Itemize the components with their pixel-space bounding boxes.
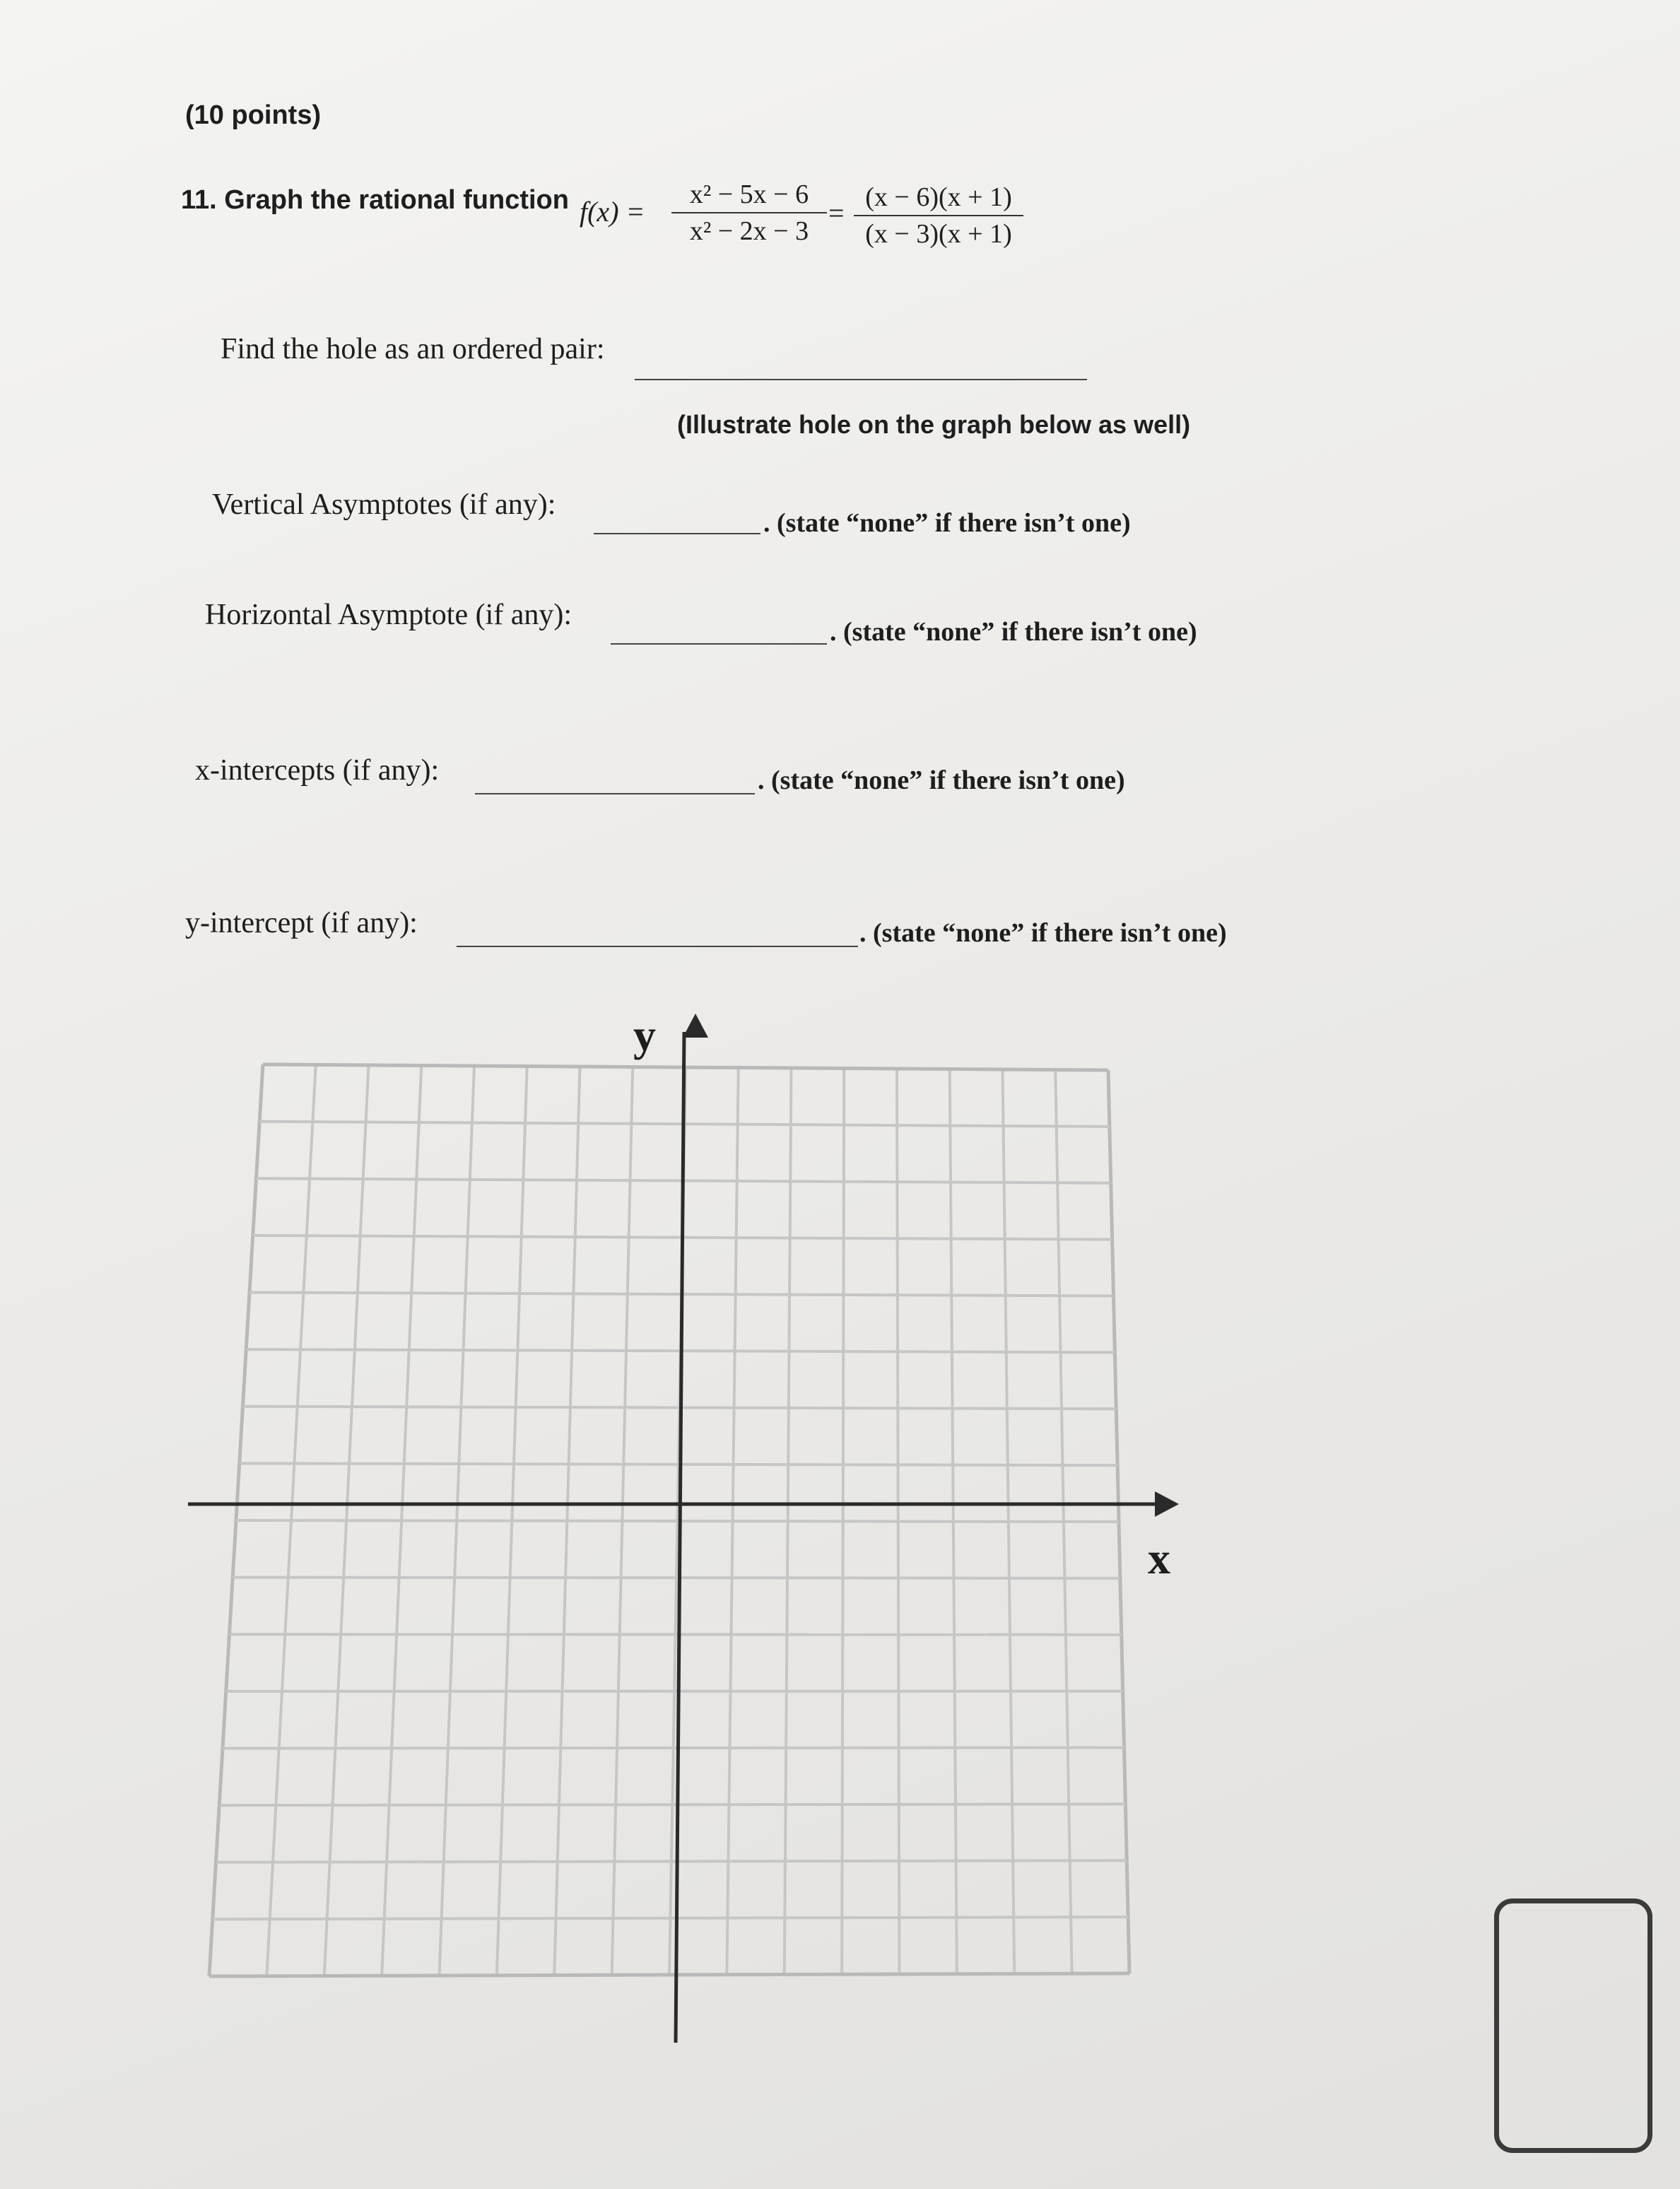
- hole-label: Find the hole as an ordered pair:: [221, 333, 605, 365]
- equals-sign: =: [828, 197, 845, 229]
- x-intercepts-label: x-intercepts (if any):: [195, 754, 440, 787]
- fraction-expanded-numerator: x² − 5x − 6: [689, 180, 809, 209]
- vertical-asymptotes-label: Vertical Asymptotes (if any):: [212, 488, 556, 521]
- grid-horizontal-line: [236, 1520, 1119, 1522]
- fraction-expanded-denominator: x² − 2x − 3: [689, 216, 809, 246]
- problem-statement: 11. Graph the rational function: [181, 185, 569, 215]
- grid-horizontal-line: [230, 1634, 1122, 1635]
- grid-horizontal-line: [216, 1860, 1127, 1862]
- grid-horizontal-line: [219, 1804, 1125, 1805]
- vertical-asymptotes-note: . (state “none” if there isn’t one): [763, 508, 1131, 538]
- fraction-factored-denominator: (x − 3)(x + 1): [865, 219, 1012, 249]
- fraction-factored-numerator: (x − 6)(x + 1): [865, 182, 1012, 212]
- answer-box: [1494, 1898, 1652, 2153]
- grid-horizontal-line: [209, 1973, 1129, 1976]
- grid-horizontal-line: [213, 1917, 1128, 1919]
- function-lhs: f(x) =: [580, 196, 645, 228]
- horizontal-asymptote-note: . (state “none” if there isn’t one): [830, 617, 1197, 647]
- y-axis-label: y: [633, 1010, 656, 1060]
- grid-horizontal-line: [240, 1463, 1117, 1465]
- hole-note: (Illustrate hole on the graph below as well): [677, 410, 1191, 439]
- y-axis-arrow-icon: [683, 1014, 708, 1038]
- points-label: (10 points): [185, 100, 322, 130]
- y-intercept-note: . (state “none” if there isn’t one): [859, 918, 1227, 948]
- grid-horizontal-line: [223, 1748, 1124, 1749]
- x-axis-label: x: [1148, 1533, 1170, 1583]
- y-intercept-label: y-intercept (if any):: [185, 907, 418, 939]
- x-axis-arrow-icon: [1155, 1491, 1179, 1517]
- horizontal-asymptote-label: Horizontal Asymptote (if any):: [205, 599, 572, 631]
- x-intercepts-note: . (state “none” if there isn’t one): [758, 765, 1125, 795]
